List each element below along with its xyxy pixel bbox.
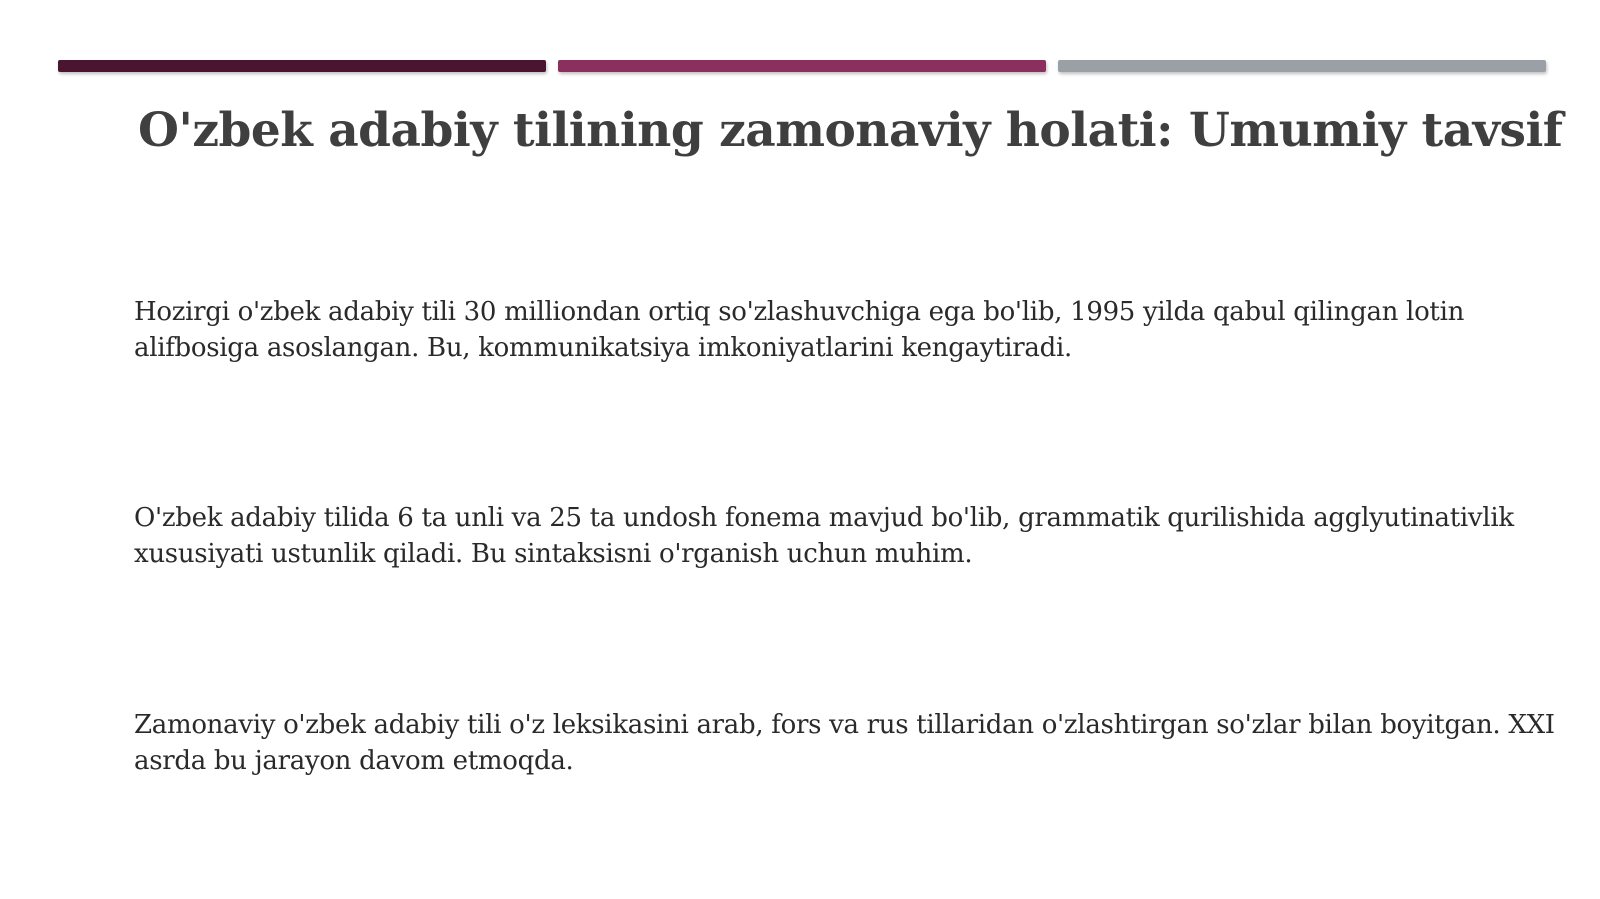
- body-paragraph-2: O'zbek adabiy tilida 6 ta unli va 25 ta undosh fonema mavjud bo'lib, grammatik qurilishida agglyutinativlik xususiyati ustunlik qiladi. Bu sintaksisni o'rganish uchun muhim.: [134, 503, 1514, 569]
- body-paragraph-3: Zamonaviy o'zbek adabiy tili o'z leksikasini arab, fors va rus tillaridan o'zlashtirgan so'zlar bilan boyitgan. XXI asrda bu jarayon davom etmoqda.: [134, 710, 1555, 776]
- accent-bar-magenta: [558, 60, 1046, 72]
- accent-bar-dark-plum: [58, 60, 546, 72]
- body-paragraph-1: Hozirgi o'zbek adabiy tili 30 milliondan ortiq so'zlashuvchiga ega bo'lib, 1995 yilda qabul qilingan lotin alifbosiga asoslangan. Bu, kommunikatsiya imkoniyatlarini kengaytiradi.: [134, 297, 1465, 363]
- slide-title: O'zbek adabiy tilining zamonaviy holati: Umumiy tavsif: [138, 103, 1563, 158]
- accent-bar-gray: [1058, 60, 1546, 72]
- accent-bars: [58, 60, 1546, 72]
